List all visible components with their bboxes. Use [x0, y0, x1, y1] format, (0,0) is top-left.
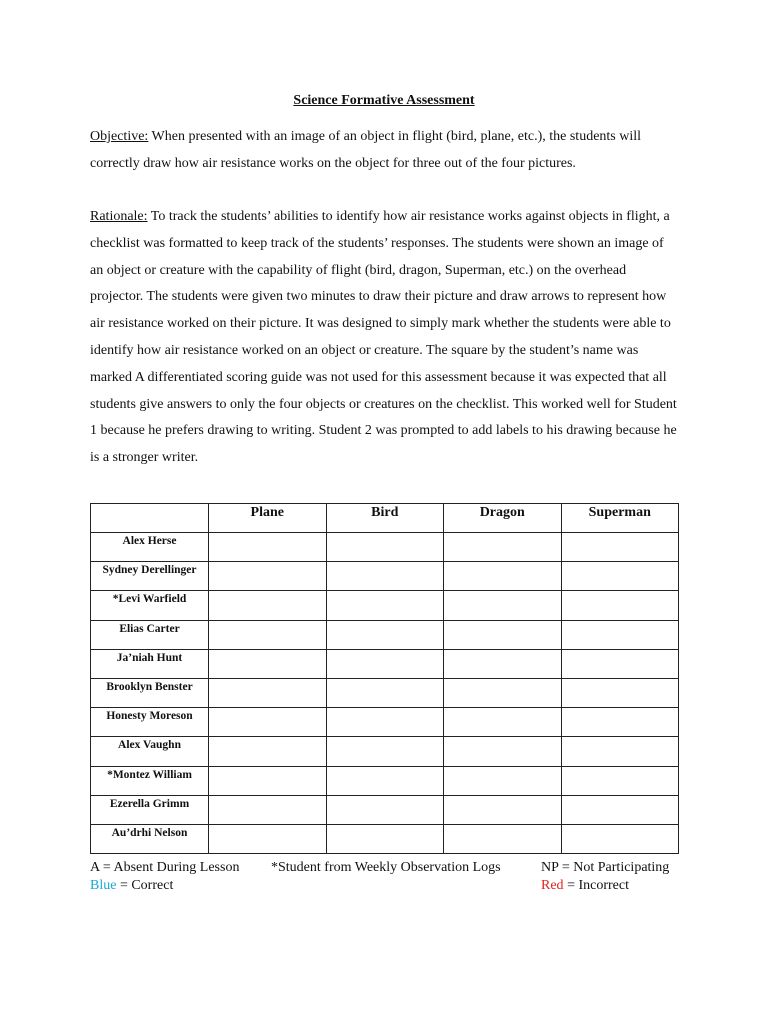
checkbox-cell-superman[interactable] — [561, 737, 679, 766]
checkbox-cell-dragon[interactable] — [444, 708, 562, 737]
checklist-table — [90, 503, 679, 854]
checkbox-cell-plane[interactable] — [209, 824, 327, 853]
checkbox-cell-bird[interactable] — [326, 562, 444, 591]
table-row — [91, 649, 679, 678]
legend-incorrect-text: = Incorrect — [563, 878, 629, 893]
checkbox-cell-superman[interactable] — [561, 795, 679, 824]
checkbox-cell-dragon[interactable] — [444, 824, 562, 853]
checkbox-cell-dragon[interactable] — [444, 766, 562, 795]
student-name-cell: Elias Carter — [91, 620, 209, 649]
legend-correct — [90, 877, 173, 895]
checkbox-cell-superman[interactable] — [561, 708, 679, 737]
student-name-cell: Ja’niah Hunt — [91, 649, 209, 678]
checkbox-cell-bird[interactable] — [326, 824, 444, 853]
checkbox-cell-dragon[interactable] — [444, 533, 562, 562]
legend-correct-color-word: Blue — [90, 878, 117, 893]
checkbox-cell-superman[interactable] — [561, 678, 679, 707]
checkbox-cell-bird[interactable] — [326, 708, 444, 737]
checkbox-cell-superman[interactable] — [561, 562, 679, 591]
student-name-cell: Alex Herse — [91, 533, 209, 562]
legend-correct-text: = Correct — [116, 878, 174, 893]
checkbox-cell-plane[interactable] — [209, 678, 327, 707]
checkbox-cell-bird[interactable] — [326, 591, 444, 620]
checkbox-cell-bird[interactable] — [326, 533, 444, 562]
legend-not-participating: NP = Not Participating — [541, 860, 670, 875]
rationale-paragraph — [90, 204, 680, 472]
checkbox-cell-plane[interactable] — [209, 795, 327, 824]
checkbox-cell-bird[interactable] — [326, 766, 444, 795]
header-superman: Superman — [561, 504, 679, 533]
checkbox-cell-plane[interactable] — [209, 620, 327, 649]
checkbox-cell-plane[interactable] — [209, 649, 327, 678]
student-name-cell: Brooklyn Benster — [91, 678, 209, 707]
checkbox-cell-superman[interactable] — [561, 766, 679, 795]
header-dragon: Dragon — [444, 504, 562, 533]
student-name-cell: Ezerella Grimm — [91, 795, 209, 824]
legend-observation: *Student from Weekly Observation Logs — [271, 860, 501, 875]
student-name-cell: *Montez William — [91, 766, 209, 795]
checkbox-cell-superman[interactable] — [561, 649, 679, 678]
table-row — [91, 795, 679, 824]
checkbox-cell-dragon[interactable] — [444, 649, 562, 678]
checkbox-cell-dragon[interactable] — [444, 678, 562, 707]
legend-incorrect-color-word: Red — [541, 878, 564, 893]
checkbox-cell-plane[interactable] — [209, 766, 327, 795]
checkbox-cell-bird[interactable] — [326, 795, 444, 824]
checkbox-cell-dragon[interactable] — [444, 737, 562, 766]
rationale-label: Rationale: — [90, 209, 148, 224]
header-bird: Bird — [326, 504, 444, 533]
table-row — [91, 591, 679, 620]
checkbox-cell-bird[interactable] — [326, 620, 444, 649]
table-row — [91, 678, 679, 707]
table-row — [91, 620, 679, 649]
table-row — [91, 766, 679, 795]
objective-text: When presented with an image of an object in flight (bird, plane, etc.), the students will correctly draw how air resistance works on the object for three out of the four pictures. — [90, 129, 642, 171]
checkbox-cell-plane[interactable] — [209, 591, 327, 620]
student-name-cell: *Levi Warfield — [91, 591, 209, 620]
student-name-cell: Au’drhi Nelson — [91, 824, 209, 853]
table-row — [91, 533, 679, 562]
checkbox-cell-superman[interactable] — [561, 533, 679, 562]
checkbox-cell-plane[interactable] — [209, 737, 327, 766]
checkbox-cell-dragon[interactable] — [444, 795, 562, 824]
checkbox-cell-plane[interactable] — [209, 533, 327, 562]
student-name-cell: Sydney Derellinger — [91, 562, 209, 591]
checkbox-cell-bird[interactable] — [326, 649, 444, 678]
checkbox-cell-bird[interactable] — [326, 737, 444, 766]
checkbox-cell-superman[interactable] — [561, 591, 679, 620]
header-name-column — [91, 504, 209, 533]
objective-label: Objective: — [90, 129, 149, 144]
header-plane: Plane — [209, 504, 327, 533]
objective-paragraph — [90, 124, 680, 178]
table-row — [91, 708, 679, 737]
student-name-cell: Alex Vaughn — [91, 737, 209, 766]
checkbox-cell-dragon[interactable] — [444, 562, 562, 591]
legend-absent: A = Absent During Lesson — [90, 860, 240, 875]
legend-incorrect — [541, 877, 629, 895]
table-row — [91, 562, 679, 591]
checkbox-cell-dragon[interactable] — [444, 620, 562, 649]
page-title: Science Formative Assessment — [293, 93, 475, 108]
student-name-cell: Honesty Moreson — [91, 708, 209, 737]
checkbox-cell-bird[interactable] — [326, 678, 444, 707]
checkbox-cell-superman[interactable] — [561, 824, 679, 853]
checklist-header-row — [91, 504, 679, 533]
checkbox-cell-superman[interactable] — [561, 620, 679, 649]
checkbox-cell-plane[interactable] — [209, 562, 327, 591]
table-row — [91, 737, 679, 766]
rationale-text: To track the students’ abilities to identify how air resistance works against objects in flight, a checklist was formatted to keep track of the students’ responses. The students were shown an image of an object or creature with the capability of flight (bird, dragon, Superman, etc.) on the overhead projector. The students were given two minutes to draw their picture and draw arrows to represent how air resistance worked on their picture. It was designed to simply mark whether the students were able to identify how air resistance worked on an object or creature. The square by the student’s name was marked A differentiated scoring guide was not used for this assessment because it was expected that all students give answers to only the four objects or creatures on the checklist. This worked well for Student 1 because he prefers drawing to writing. Student 2 was prompted to add labels to his drawing because he is a stronger writer. — [90, 209, 677, 466]
checkbox-cell-dragon[interactable] — [444, 591, 562, 620]
checkbox-cell-plane[interactable] — [209, 708, 327, 737]
table-row — [91, 824, 679, 853]
